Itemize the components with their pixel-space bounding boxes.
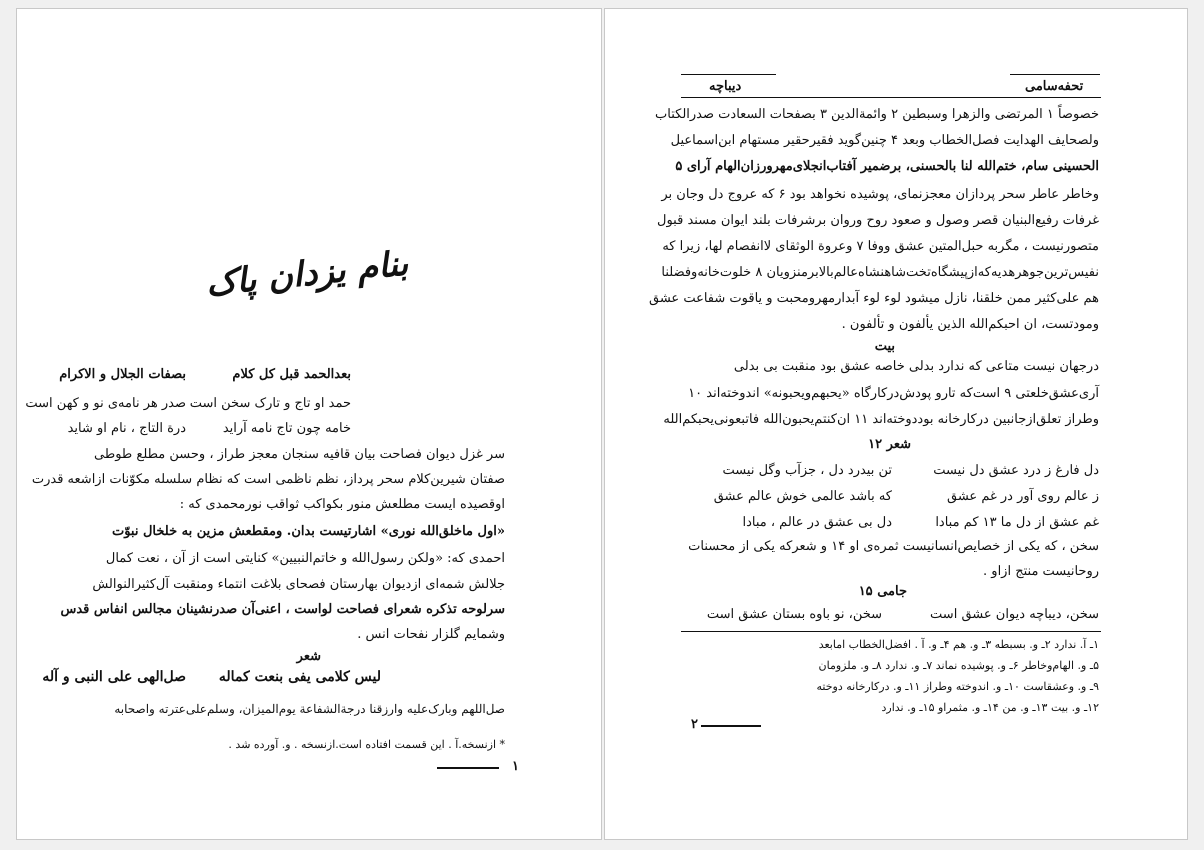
page-number-rule	[701, 725, 761, 727]
para2-line-2: احمدی که: «ولکن رسول‌الله و خاتم‌النبیین» کنایتی است از آن ، نعت کمال	[105, 551, 505, 566]
page-number-rule	[437, 767, 499, 769]
shear-heading: شعر ۱۲	[868, 437, 911, 452]
left-page	[16, 8, 602, 840]
verse-right-3: خامه چون تاج نامه آراید	[222, 421, 351, 436]
intro-line-1: خصوصاً ۱ المرتضی والزهرا وسبطین ۲ وائمة‌الدین ۳ بصفحات السعادت صدرالکتاب	[655, 107, 1099, 122]
verse-right-2: حمد او تاج و تارک سخن است	[189, 396, 351, 411]
intro-line-4: وخاطر عاطر سحر پردازان معجزنمای، پوشیده نخواهد بود ۶ که عروج دل وجان بر	[661, 187, 1099, 202]
para2-line-1: «اول ماخلق‌الله نوری» اشارتیست بدان. ومقطعش مزین به خلخال نبوّت	[111, 524, 505, 539]
header-left: دیباچه	[709, 79, 742, 94]
shear-1-left: تن بیدرد دل ، جزآب وگل نیست	[722, 463, 892, 478]
sokhan-line-2: روحانیست منتج ازاو .	[983, 564, 1099, 579]
calligraphic-title: بنام یزدان پاک	[204, 243, 410, 305]
footnote-rule	[681, 631, 1101, 632]
para2-line-4: سرلوحه تذکره شعرای فصاحت لواست ، اعنی‌آن صدرنشینان مجالس انفاس قدس	[60, 602, 505, 617]
header-rule-top-right	[1010, 74, 1100, 75]
intro-line-8: هم علی‌کثیر ممن خلقنا، نازل میشود لوء لوء آبدارمهرومحبت و یاقوت شفاعت عشق	[648, 291, 1099, 306]
intro-line-3: الحسینی سام، ختم‌الله لنا بالحسنی، برضمیر آفتاب‌انجلای‌مهرورزان‌الهام آرای ۵	[675, 159, 1099, 174]
poem-line-right: لیس کلامی یفی بنعت کماله	[218, 669, 381, 685]
jami-line-right: سخن، دیباچه دیوان عشق است	[930, 607, 1099, 622]
shear-2-left: که باشد عالمی خوش عالم عشق	[713, 489, 892, 504]
intro-line-7: نفیس‌ترین‌جوهرهدیه‌که‌ازپیشگاه‌تخت‌شاهنشاه‌عالم‌بالابرمنزویان ۸ خلوت‌خانه‌وفضلنا	[661, 265, 1099, 280]
header-rule-top-left	[681, 74, 776, 75]
verse-left-2: صدر هر نامه‌ی نو و کهن است	[25, 396, 186, 411]
footnote-line-3: ۹ـ و. وعشقاست ۱۰ـ و. اندوخته وطراز ۱۱ـ و. درکارخانه دوخته	[816, 680, 1099, 693]
poem-heading: شعر	[296, 649, 321, 664]
shear-2-right: ز عالم روی آور در غم عشق	[946, 489, 1099, 504]
footnote-line-2: ۵ـ و. الهام‌وخاطر ۶ـ و. پوشیده نماند ۷ـ و. ندارد ۸ـ و. ملزومان	[818, 659, 1099, 672]
bayt-line-3: وطراز تعلق‌ازجانبین درکارخانه بوددوخته‌اند ۱۱ ان‌کنتم‌یحبون‌الله فاتبعونی‌یحبکم‌الله	[663, 412, 1099, 427]
header-right: تحفه‌سامی	[1025, 79, 1084, 94]
para1-line-2: صفتان شیرین‌کلام سحر پرداز، نظم ناظمی است که نظام سلسله مکوّنات ازاشعه قدرت	[31, 472, 505, 487]
jami-line-left: سخن، نو باوه بستان عشق است	[706, 607, 882, 622]
footnote: * ازنسخه.آ . این قسمت افتاده است.ازنسخه . و. آورده شد .	[228, 738, 505, 751]
verse-right-1: بعدالحمد قبل کل کلام	[232, 367, 351, 382]
shear-3-left: دل بی عشق در عالم ، مبادا	[742, 515, 892, 530]
right-page	[604, 8, 1188, 840]
page-number: ۱	[512, 759, 519, 774]
bayt-line-1: درجهان نیست متاعی که ندارد بدلی خاصه عشق بود منقبت بی بدلی	[733, 359, 1099, 374]
intro-line-9: ومودتست، ان احبکم‌الله الذین یألفون و تألفون .	[841, 317, 1099, 332]
sokhan-line-1: سخن ، که یکی از خصایص‌انسانیست ثمره‌ی او ۱۴ و شعر‌که یکی از محسنات	[688, 539, 1099, 554]
intro-line-2: ولصحایف الهدایت فصل‌الخطاب وبعد ۴ چنین‌گوید فقیرحقیر مستهام ابن‌اسماعیل	[670, 133, 1099, 148]
shear-3-right: غم عشق از دل ما ۱۳ کم مبادا	[935, 515, 1099, 530]
bayt-heading: بیت	[874, 339, 895, 354]
header-rule-bottom	[681, 97, 1101, 98]
intro-line-5: غرفات رفیع‌البنیان قصر وصول و صعود روح وروان برشرفات بلند ایوان مسند قبول	[657, 213, 1099, 228]
verse-left-3: درة التاج ، نام او شاید	[67, 421, 186, 436]
page-number: ۲	[691, 717, 698, 732]
verse-left-1: بصفات الجلال و الاکرام	[59, 367, 186, 382]
para1-line-3: اوقصیده ایست مطلعش منور بکواکب ثواقب نورمحمدی که :	[179, 497, 505, 512]
footnote-line-1: ۱ـ آ. ندارد ۲ـ و. بسبطه ۳ـ و. هم ۴ـ و. آ . افضل‌الخطاب امابعد	[818, 638, 1099, 651]
para1-line-1: سر غزل دیوان فصاحت بیان قافیه سنجان معجز طراز ، وحسن مطلع طوطی	[94, 447, 505, 462]
closing-line: صل‌اللهم وبارک‌علیه وارزقنا درجة‌الشفاعة یوم‌المیزان، وسلم‌علی‌عترته واصحابه	[114, 702, 505, 716]
bayt-line-2: آری‌عشق‌خلعتی ۹ است‌که‌ تارو پودش‌درکارگاه «یحبهم‌ویحبونه» اندوخته‌اند ۱۰	[688, 386, 1099, 401]
shear-1-right: دل فارغ ز درد عشق دل نیست	[933, 463, 1099, 478]
jami-heading: جامی ۱۵	[858, 584, 907, 599]
intro-line-6: متصورنیست ، مگربه حبل‌المتین عشق ووفا ۷ وعروة الوثقای لاانفصام لها، زیرا که	[662, 239, 1099, 254]
para2-line-3: جلالش شمه‌ای ازدیوان بهارستان فصحای بلاغت انتماء ومنقبت آل‌کثیرالنوالش	[92, 577, 505, 592]
poem-line-left: صل‌الهی علی النبی و آله	[42, 669, 186, 685]
para2-line-5: وشمایم گلزار نفحات انس .	[357, 627, 505, 642]
footnote-line-4: ۱۲ـ و. بیت ۱۳ـ و. من ۱۴ـ و. مثمراو ۱۵ـ و. ندارد	[881, 701, 1099, 714]
